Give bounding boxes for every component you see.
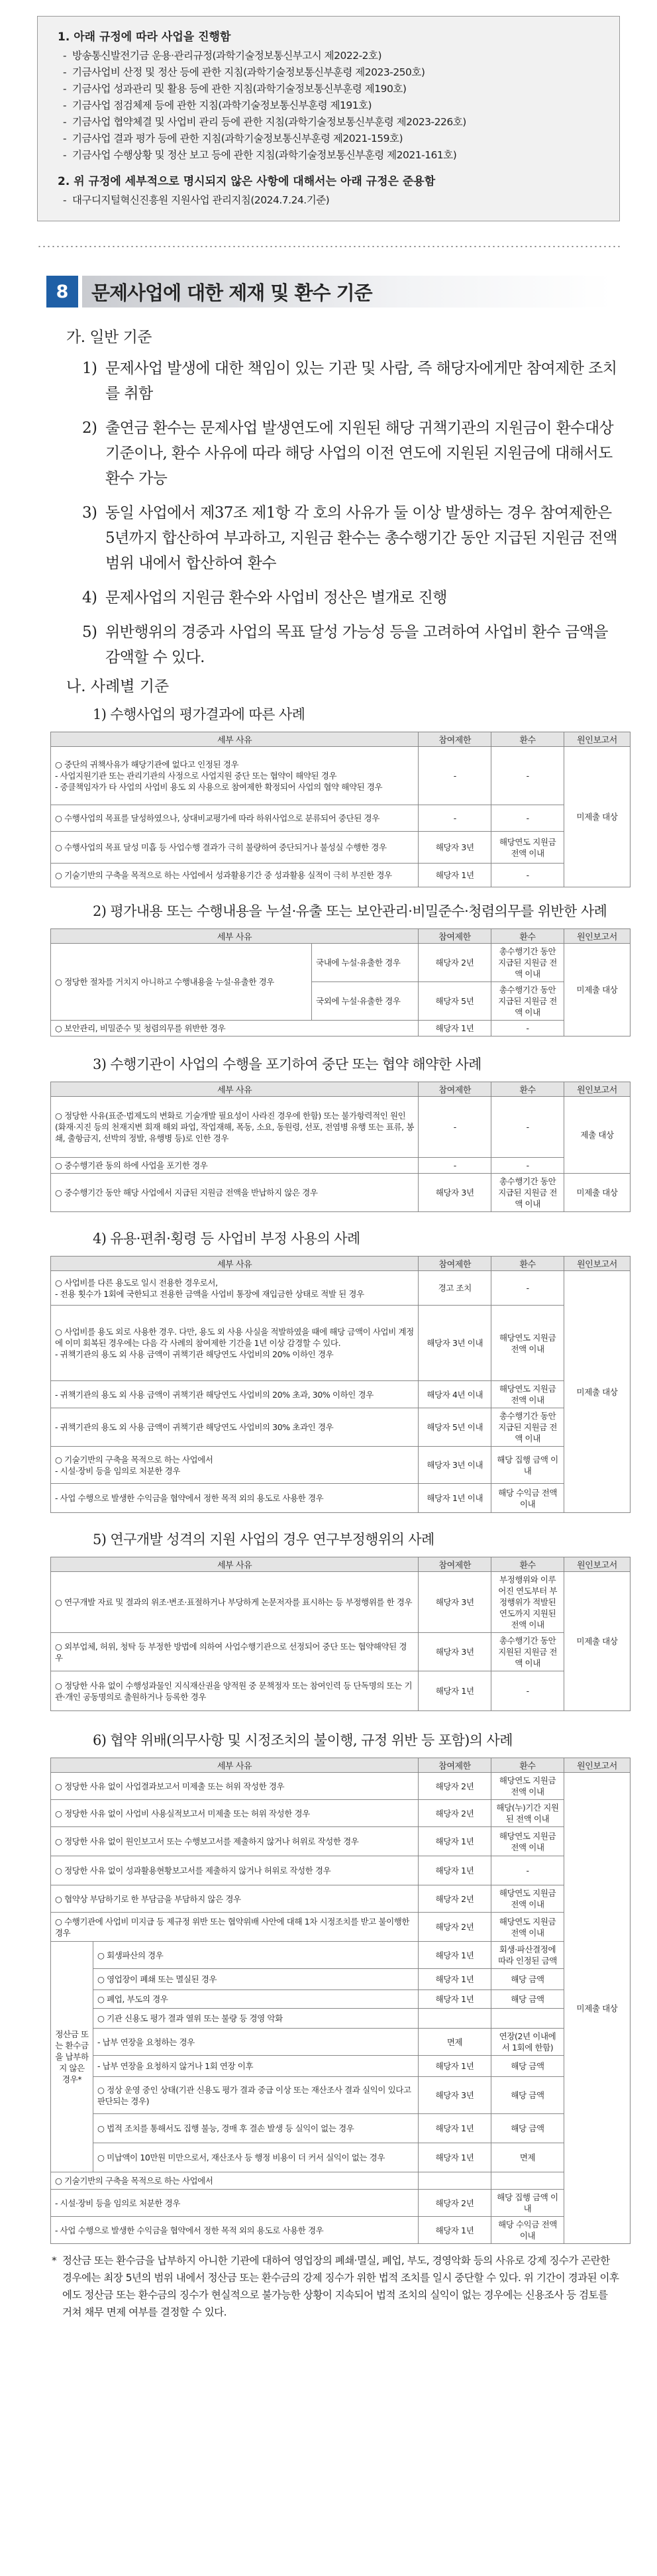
table-cell: ○ 기관 신용도 평가 결과 열위 또는 불량 등 경영 악화 bbox=[93, 2009, 419, 2029]
table-cell: ○ 영업장이 폐쇄 또는 멸실된 경우 bbox=[93, 1969, 419, 1990]
table-cell: ○ 정상 운영 중인 상태(기관 신용도 평가 결과 중급 이상 또는 재산조사 결과 실익이 있다고 판단되는 경우) bbox=[93, 2077, 419, 2114]
table-cell: - bbox=[491, 1097, 564, 1158]
table-cell: 해당자 3년 bbox=[419, 1174, 491, 1212]
table-cell: ○ 정당한 사유(표준·법제도의 변화로 기술개발 필요성이 사라진 경우에 한함) 또는 불가항력적인 원인(화재·지진 등의 천재지변 회재 해외 파업, 작업재해, 폭동, 소요, 동원령, 선포, 전염병 유행 또는 표류, 봉쇄, 출항금지, 선박의 정발, 유행병 등)로 인한 경우 bbox=[51, 1097, 419, 1158]
table-cell bbox=[419, 2009, 491, 2029]
table-cell: 면제 bbox=[419, 2029, 491, 2056]
table-row bbox=[51, 1885, 631, 1913]
table-header-row bbox=[51, 1758, 631, 1773]
table-header-cell: 원인보고서 bbox=[564, 1082, 631, 1097]
t3-title-text: 3) 수행기관이 사업의 수행을 포기하여 중단 또는 협약 해약한 사례 bbox=[93, 1056, 481, 1072]
table-header-cell: 세부 사유 bbox=[51, 1557, 419, 1572]
table-cell: 해당자 2년 bbox=[419, 2190, 491, 2217]
table-row bbox=[51, 1990, 631, 2009]
table-cell: 해당연도 지원금 전액 이내 bbox=[491, 1773, 564, 1800]
table-row bbox=[51, 2143, 631, 2172]
table-header-cell: 참여제한 bbox=[419, 1257, 491, 1271]
table-cell: - bbox=[419, 747, 491, 805]
table-cell bbox=[491, 2172, 564, 2190]
table-cell: 해당자 5년 이내 bbox=[419, 1408, 491, 1447]
table-cell: ○ 정당한 사유 없이 수행성과물인 지식재산권을 양적원 중 문책정자 또는 참여인력 등 단독명의 또는 기관·개인 공동명의로 출원하거나 등록한 경우 bbox=[51, 1671, 419, 1711]
table-cell: - 납부 연장을 요청하지 않거나 1회 연장 이후 bbox=[93, 2056, 419, 2077]
table-row bbox=[51, 1633, 631, 1671]
table-cell: 해당자 2년 bbox=[419, 1913, 491, 1942]
general-item-number: 1) bbox=[82, 360, 97, 377]
table-row bbox=[51, 2190, 631, 2217]
table-cell: ○ 정당한 사유 없이 사업비 사용실적보고서 미제출 또는 허위 작성한 경우 bbox=[51, 1800, 419, 1827]
t1-title bbox=[93, 702, 617, 726]
table-cell: 해당 수익금 전액 이내 bbox=[491, 2217, 564, 2244]
table-header-cell: 참여제한 bbox=[419, 929, 491, 944]
table-cell: - 사업 수행으로 발생한 수익금을 협약에서 정한 목적 외의 용도로 사용한 경우 bbox=[51, 2217, 419, 2244]
table-cell: - bbox=[491, 1021, 564, 1036]
table-header-cell: 원인보고서 bbox=[564, 732, 631, 747]
table-cell: ○ 정당한 사유 없이 성과활용현황보고서를 제출하지 않거나 허위로 작성한 경우 bbox=[51, 1856, 419, 1885]
table-row bbox=[51, 1447, 631, 1484]
table-cell: ○ 기술기반의 구축을 목적으로 하는 사업에서 bbox=[51, 2172, 419, 2190]
table-row bbox=[51, 1800, 631, 1827]
table-cell: - 귀책기관의 용도 외 사용 금액이 귀책기관 해당연도 사업비의 20% 초과, 30% 이하인 경우 bbox=[51, 1381, 419, 1408]
table-row bbox=[51, 1773, 631, 1800]
table-cell: 해당자 1년 bbox=[419, 1990, 491, 2009]
table-header-cell: 세부 사유 bbox=[51, 929, 419, 944]
table-row bbox=[51, 2077, 631, 2114]
table-cell: - bbox=[491, 747, 564, 805]
table-header-row bbox=[51, 1257, 631, 1271]
table-header-row bbox=[51, 1557, 631, 1572]
table-cell: ○ 중수행기간 동안 해당 사업에서 지급된 지원금 전액을 반납하지 않은 경우 bbox=[51, 1174, 419, 1212]
table-cell bbox=[491, 2009, 564, 2029]
table-cell: 해당 금액 bbox=[491, 1969, 564, 1990]
table-cell: 해당연도 지원금 전액 이내 bbox=[491, 1381, 564, 1408]
table-cell: - bbox=[491, 1158, 564, 1174]
table-cell: 해당자 3년 bbox=[419, 832, 491, 864]
table-cell: - bbox=[491, 1271, 564, 1306]
t4-title-text: 4) 유용·편취·횡령 등 사업비 부정 사용의 사례 bbox=[93, 1231, 360, 1247]
table-cell: 국외에 누설·유출한 경우 bbox=[312, 982, 419, 1021]
page bbox=[0, 16, 657, 2321]
table-cell: - bbox=[419, 805, 491, 832]
table-cell: 해당연도 지원금 전액 이내 bbox=[491, 1306, 564, 1381]
table-cell: ○ 정당한 절차를 거치지 아니하고 수행내용을 누설·유출한 경우 bbox=[51, 944, 312, 1021]
table-cell: 총수행기간 동안 지급된 지원금 전액 이내 bbox=[491, 1174, 564, 1212]
table-cell: 해당자 1년 bbox=[419, 864, 491, 887]
notice-list-2 bbox=[58, 192, 605, 209]
table-cell: 해당 금액 bbox=[491, 2114, 564, 2143]
footnote: * 정산금 또는 환수금을 납부하지 아니한 기관에 대하여 영업장의 폐쇄·멸실, 폐업, 부도, 경영악화 등의 사유로 강제 징수가 곤란한 경우에는 최장 5년의 범위 내에서 정산금 또는 환수금의 강제 징수가 위한 법적 조치를 일시 중단할 수 있다. 위 기간이 경과된 이후에도 정산금 또는 환수금의 징수가 현실적으로 불가능한 상황이 지속되어 법적 조치의 실익이 없는 경우에는 신용조사 등 검토를 거쳐 채무 면제 여부를 결정할 수 있다. bbox=[50, 2252, 620, 2321]
table-cell: 해당 수익금 전액 이내 bbox=[491, 1484, 564, 1513]
table-cell: 해당자 2년 bbox=[419, 944, 491, 982]
table-cell: ○ 수행기관에 사업비 미지급 등 제규정 위반 또는 협약위배 사안에 대해 1차 시정조치를 받고 불이행한 경우 bbox=[51, 1913, 419, 1942]
t6-title bbox=[93, 1728, 617, 1752]
table-cell: 총수행기간 동안 지원된 지원금 전액 이내 bbox=[491, 1633, 564, 1671]
section-number: 8 bbox=[46, 276, 78, 308]
general-item bbox=[82, 500, 617, 576]
general-items bbox=[0, 356, 657, 670]
table-cell: ○ 연구개발 자료 및 결과의 위조·변조·표절하거나 부당하게 논문저자를 표시하는 등 부정행위를 한 경우 bbox=[51, 1572, 419, 1633]
table-leak bbox=[50, 928, 631, 1036]
table-misuse bbox=[50, 1256, 631, 1513]
case-heading: 나. 사례별 기준 bbox=[66, 678, 170, 695]
general-item-text: 위반행위의 경중과 사업의 목표 달성 가능성 등을 고려하여 사업비 환수 금액을 감액할 수 있다. bbox=[105, 624, 608, 666]
table-cell: 해당자 4년 이내 bbox=[419, 1381, 491, 1408]
table-cell: 해당 집행 금액 이내 bbox=[491, 2190, 564, 2217]
table-cell: 해당자 1년 bbox=[419, 1021, 491, 1036]
dotted-divider bbox=[37, 245, 620, 248]
table-header-cell: 세부 사유 bbox=[51, 1082, 419, 1097]
general-item-text: 문제사업 발생에 대한 책임이 있는 기관 및 사람, 즉 해당자에게만 참여제한 조치를 취함 bbox=[105, 360, 617, 402]
table-cell: 제출 대상 bbox=[564, 1097, 631, 1174]
section-title: 문제사업에 대한 제재 및 환수 기준 bbox=[82, 276, 612, 308]
table-cell: ○ 보안관리, 비밀준수 및 청렴의무를 위반한 경우 bbox=[51, 1021, 419, 1036]
table-header-cell: 세부 사유 bbox=[51, 1758, 419, 1773]
table-cell: 해당자 5년 bbox=[419, 982, 491, 1021]
table-row bbox=[51, 864, 631, 887]
table-cell: 국내에 누설·유출한 경우 bbox=[312, 944, 419, 982]
table-row bbox=[51, 1306, 631, 1381]
t1-title-text: 1) 수행사업의 평가결과에 따른 사례 bbox=[93, 706, 305, 722]
table-cell: 미제출 대상 bbox=[564, 1572, 631, 1711]
notice-item: - 기금사업 수행상황 및 정산 보고 등에 관한 지침(과학기술정보통신부훈령 제2021-161호) bbox=[58, 147, 605, 164]
table-cell: 연장(2년 이내에서 1회에 한함) bbox=[491, 2029, 564, 2056]
table-cell: - bbox=[419, 1158, 491, 1174]
general-item-text: 동일 사업에서 제37조 제1항 각 호의 사유가 둘 이상 발생하는 경우 참여제한은 5년까지 합산하여 부과하고, 지원금 환수는 총수행기간 동안 지급된 지원금 전액 범위 내에서 합산하여 환수 bbox=[105, 504, 617, 572]
table-cell: - bbox=[491, 1671, 564, 1711]
table-row bbox=[51, 1408, 631, 1447]
table-row bbox=[51, 2217, 631, 2244]
table-cell: 해당 집행 금액 이내 bbox=[491, 1447, 564, 1484]
table-cell: 총수행기간 동안 지급된 지원금 전액 이내 bbox=[491, 1408, 564, 1447]
notice-item: - 기금사업 협약체결 및 사업비 관리 등에 관한 지침(과학기술정보통신부훈령 제2023-226호) bbox=[58, 114, 605, 131]
section-header bbox=[46, 276, 657, 308]
table-row bbox=[51, 1969, 631, 1990]
table-header-cell: 원인보고서 bbox=[564, 1758, 631, 1773]
table-cell: ○ 중단의 귀책사유가 해당기관에 없다고 인정된 경우 - 사업지원기관 또는 관리기관의 사정으로 사업지원 중단 또는 협약이 해약된 경우 - 중클책임자가 타 사업의 사업비 용도 외 사용으로 참여제한 확정되어 사업의 협약 해약된 경우 bbox=[51, 747, 419, 805]
table-header-cell: 참여제한 bbox=[419, 1082, 491, 1097]
table-cell: 경고 조치 bbox=[419, 1271, 491, 1306]
table-cell: 정산금 또는 환수금을 납부하지 않은 경우* bbox=[51, 1942, 93, 2172]
table-cell: 해당자 2년 bbox=[419, 1800, 491, 1827]
table-cell: ○ 법적 조치를 통해서도 집행 불능, 경매 후 결손 발생 등 실익이 없는 경우 bbox=[93, 2114, 419, 2143]
table-row bbox=[51, 1856, 631, 1885]
table-cell: ○ 사업비를 용도 외로 사용한 경우. 다만, 용도 외 사용 사실을 적발하였을 때에 해당 금액이 사업비 계정에 이미 회복된 경우에는 다음 각 사례의 참여제한 기간을 1년 이상 감경할 수 있다. - 귀책기관의 용도 외 사용 금액이 귀책기관 해당연도 사업비의 20% 이하인 경우 bbox=[51, 1306, 419, 1381]
table-cell: - bbox=[491, 1856, 564, 1885]
table-misconduct bbox=[50, 1557, 631, 1711]
general-item-number: 3) bbox=[82, 504, 97, 522]
table-cell: ○ 사업비를 다른 용도로 일시 전용한 경우로서, - 전용 횟수가 1회에 국한되고 전용한 금액을 사업비 통장에 재입금한 상태로 적발 된 경우 bbox=[51, 1271, 419, 1306]
table-header-cell: 환수 bbox=[491, 929, 564, 944]
general-item-text: 문제사업의 지원금 환수와 사업비 정산은 별개로 진행 bbox=[105, 589, 447, 606]
table-cell: 미제출 대상 bbox=[564, 944, 631, 1036]
table-header-cell: 환수 bbox=[491, 732, 564, 747]
notice-item: - 기금사업비 산정 및 정산 등에 관한 지침(과학기술정보통신부훈령 제2023-250호) bbox=[58, 64, 605, 81]
table-row bbox=[51, 1381, 631, 1408]
table-cell: 회생·파산결정에 따라 인정된 금액 bbox=[491, 1942, 564, 1969]
notice-heading-1: 1. 아래 규정에 따라 사업을 진행함 bbox=[58, 30, 231, 44]
table-cell: ○ 기술기반의 구축을 목적으로 하는 사업에서 성과활용기간 중 성과활용 실적이 극히 부진한 경우 bbox=[51, 864, 419, 887]
table-abandon bbox=[50, 1082, 631, 1212]
table-row bbox=[51, 832, 631, 864]
table-cell: ○ 외부업체, 허위, 청탁 등 부정한 방법에 의하여 사업수행기관으로 선정되어 중단 또는 협약해약된 경우 bbox=[51, 1633, 419, 1671]
table-cell: 해당연도 지원금 전액 이내 bbox=[491, 1885, 564, 1913]
table-header-cell: 세부 사유 bbox=[51, 732, 419, 747]
table-row bbox=[51, 944, 631, 982]
table-cell: 해당자 1년 bbox=[419, 1827, 491, 1856]
table-cell: 해당자 3년 이내 bbox=[419, 1447, 491, 1484]
table-evaluation bbox=[50, 732, 631, 887]
table-cell: - 귀책기관의 용도 외 사용 금액이 귀책기관 해당연도 사업비의 30% 초과인 경우 bbox=[51, 1408, 419, 1447]
table-row bbox=[51, 805, 631, 832]
notice-item: - 기금사업 결과 평가 등에 관한 지침(과학기술정보통신부훈령 제2021-159호) bbox=[58, 131, 605, 147]
t5-title bbox=[93, 1528, 617, 1551]
table-row bbox=[51, 1572, 631, 1633]
table-header-cell: 참여제한 bbox=[419, 1557, 491, 1572]
table-row bbox=[51, 1021, 631, 1036]
general-item bbox=[82, 585, 617, 610]
table-cell: 해당자 1년 bbox=[419, 2056, 491, 2077]
table-cell: - bbox=[419, 1097, 491, 1158]
table-cell: ○ 정당한 사유 없이 사업결과보고서 미제출 또는 허위 작성한 경우 bbox=[51, 1773, 419, 1800]
table-cell: 총수행기간 동안 지급된 지원금 전액 이내 bbox=[491, 944, 564, 982]
table-cell: 미제출 대상 bbox=[564, 1773, 631, 2244]
table-cell: ○ 기술기반의 구축을 목적으로 하는 사업에서 - 시설·장비 등을 임의로 처분한 경우 bbox=[51, 1447, 419, 1484]
table-cell: - 납부 연장을 요청하는 경우 bbox=[93, 2029, 419, 2056]
table-cell: ○ 수행사업의 목표 달성 미흡 등 사업수행 결과가 극히 불량하여 중단되거나 불성실 수행한 경우 bbox=[51, 832, 419, 864]
table-cell: 총수행기간 동안 지급된 지원금 전액 이내 bbox=[491, 982, 564, 1021]
table-row bbox=[51, 2056, 631, 2077]
table-row bbox=[51, 1097, 631, 1158]
t5-title-text: 5) 연구개발 성격의 지원 사업의 경우 연구부정행위의 사례 bbox=[93, 1532, 434, 1547]
table-cell: - bbox=[491, 864, 564, 887]
table-cell: - bbox=[491, 805, 564, 832]
table-cell: ○ 정당한 사유 없이 원인보고서 또는 수행보고서를 제출하지 않거나 허위로 작성한 경우 bbox=[51, 1827, 419, 1856]
table-row bbox=[51, 1158, 631, 1174]
table-cell: 해당(누)기간 지원된 전액 이내 bbox=[491, 1800, 564, 1827]
notice-item: - 방송통신발전기금 운용·관리규정(과학기술정보통신부고시 제2022-2호) bbox=[58, 48, 605, 64]
table-cell: ○ 협약상 부담하기로 한 부담금을 부담하지 않은 경우 bbox=[51, 1885, 419, 1913]
table-cell: 해당 금액 bbox=[491, 2077, 564, 2114]
table-cell: 해당자 3년 bbox=[419, 2077, 491, 2114]
table-header-cell: 참여제한 bbox=[419, 1758, 491, 1773]
table-cell: - 시설·장비 등을 임의로 처분한 경우 bbox=[51, 2190, 419, 2217]
table-cell: 해당자 1년 bbox=[419, 1856, 491, 1885]
table-cell: ○ 수행사업의 목표를 달성하였으나, 상대비교평가에 따라 하위사업으로 분류되어 중단된 경우 bbox=[51, 805, 419, 832]
table-cell: 해당연도 지원금 전액 이내 bbox=[491, 1827, 564, 1856]
general-item bbox=[82, 620, 617, 670]
general-item-text: 출연금 환수는 문제사업 발생연도에 지원된 해당 귀책기관의 지원금이 환수대상 기준이나, 환수 사유에 따라 해당 사업의 이전 연도에 지원된 지원금에 대해서도 환수 가능 bbox=[105, 420, 614, 487]
t6-title-text: 6) 협약 위배(의무사항 및 시정조치의 불이행, 규정 위반 등 포함)의 사례 bbox=[93, 1732, 513, 1748]
table-cell: 해당 금액 bbox=[491, 2056, 564, 2077]
table-header-cell: 환수 bbox=[491, 1082, 564, 1097]
table-row bbox=[51, 1174, 631, 1212]
table-cell: 해당 금액 bbox=[491, 1990, 564, 2009]
table-cell: 미제출 대상 bbox=[564, 747, 631, 887]
table-header-cell: 원인보고서 bbox=[564, 929, 631, 944]
notice-list bbox=[58, 48, 605, 164]
table-row bbox=[51, 1827, 631, 1856]
general-heading: 가. 일반 기준 bbox=[66, 329, 152, 346]
t4-title bbox=[93, 1227, 617, 1251]
table-cell: 해당자 1년 bbox=[419, 1942, 491, 1969]
table-cell: ○ 미납액이 10만원 미만으로서, 재산조사 등 행정 비용이 더 커서 실익이 없는 경우 bbox=[93, 2143, 419, 2172]
table-row bbox=[51, 1484, 631, 1513]
table-header-row bbox=[51, 1082, 631, 1097]
table-row bbox=[51, 2029, 631, 2056]
table-row bbox=[51, 2114, 631, 2143]
table-cell: 해당연도 지원금 전액 이내 bbox=[491, 832, 564, 864]
table-cell: 해당자 1년 bbox=[419, 2217, 491, 2244]
table-cell: 해당자 3년 bbox=[419, 1633, 491, 1671]
general-item-number: 5) bbox=[82, 624, 97, 641]
table-cell: 해당자 3년 bbox=[419, 1572, 491, 1633]
table-cell bbox=[419, 2172, 491, 2190]
table-header-row bbox=[51, 732, 631, 747]
table-cell: ○ 폐업, 부도의 경우 bbox=[93, 1990, 419, 2009]
table-cell: 해당자 2년 bbox=[419, 1885, 491, 1913]
table-row bbox=[51, 1942, 631, 1969]
notice-heading-2: 2. 위 규정에 세부적으로 명시되지 않은 사항에 대해서는 아래 규정은 준용함 bbox=[58, 175, 436, 188]
table-header-cell: 원인보고서 bbox=[564, 1257, 631, 1271]
table-cell: 해당자 2년 bbox=[419, 1773, 491, 1800]
table-row bbox=[51, 1271, 631, 1306]
t3-title bbox=[93, 1052, 617, 1076]
notice-item: - 기금사업 성과관리 및 활용 등에 관한 지침(과학기술정보통신부훈령 제190호) bbox=[58, 81, 605, 97]
general-item bbox=[82, 356, 617, 406]
table-row bbox=[51, 1913, 631, 1942]
table-header-cell: 세부 사유 bbox=[51, 1257, 419, 1271]
table-header-cell: 환수 bbox=[491, 1557, 564, 1572]
table-cell: 미제출 대상 bbox=[564, 1271, 631, 1513]
table-cell: 해당자 1년 bbox=[419, 2114, 491, 2143]
table-header-cell: 환수 bbox=[491, 1758, 564, 1773]
table-cell: 해당자 3년 이내 bbox=[419, 1306, 491, 1381]
general-item-number: 2) bbox=[82, 420, 97, 437]
table-cell: 면제 bbox=[491, 2143, 564, 2172]
table-cell: ○ 회생파산의 경우 bbox=[93, 1942, 419, 1969]
table-row bbox=[51, 2172, 631, 2190]
notice-item: - 기금사업 점검체제 등에 관한 지침(과학기술정보통신부훈령 제191호) bbox=[58, 97, 605, 114]
table-cell: ○ 중수행기관 동의 하에 사업을 포기한 경우 bbox=[51, 1158, 419, 1174]
table-row bbox=[51, 2009, 631, 2029]
general-item bbox=[82, 416, 617, 491]
notice-box bbox=[37, 16, 620, 221]
table-header-row bbox=[51, 929, 631, 944]
table-cell: 해당자 1년 bbox=[419, 2143, 491, 2172]
notice-item: - 대구디지털혁신진흥원 지원사업 관리지침(2024.7.24.기준) bbox=[58, 192, 605, 209]
table-cell: 해당자 1년 이내 bbox=[419, 1484, 491, 1513]
table-header-cell: 환수 bbox=[491, 1257, 564, 1271]
table-cell: 해당연도 지원금 전액 이내 bbox=[491, 1913, 564, 1942]
table-breach bbox=[50, 1758, 631, 2244]
table-cell: 해당자 1년 bbox=[419, 1671, 491, 1711]
table-cell: 해당자 1년 bbox=[419, 1969, 491, 1990]
table-cell: - 사업 수행으로 발생한 수익금을 협약에서 정한 목적 외의 용도로 사용한 경우 bbox=[51, 1484, 419, 1513]
table-row bbox=[51, 747, 631, 805]
general-item-number: 4) bbox=[82, 589, 97, 606]
t2-title bbox=[93, 899, 617, 923]
table-row bbox=[51, 1671, 631, 1711]
t2-title-text: 2) 평가내용 또는 수행내용을 누설·유출 또는 보안관리·비밀준수·청렴의무를 위반한 사례 bbox=[93, 903, 607, 919]
table-cell: 부정행위와 이루어진 연도부터 부정행위가 적발된 연도까지 지원된 전액 이내 bbox=[491, 1572, 564, 1633]
table-header-cell: 원인보고서 bbox=[564, 1557, 631, 1572]
table-header-cell: 참여제한 bbox=[419, 732, 491, 747]
table-cell: 미제출 대상 bbox=[564, 1174, 631, 1212]
